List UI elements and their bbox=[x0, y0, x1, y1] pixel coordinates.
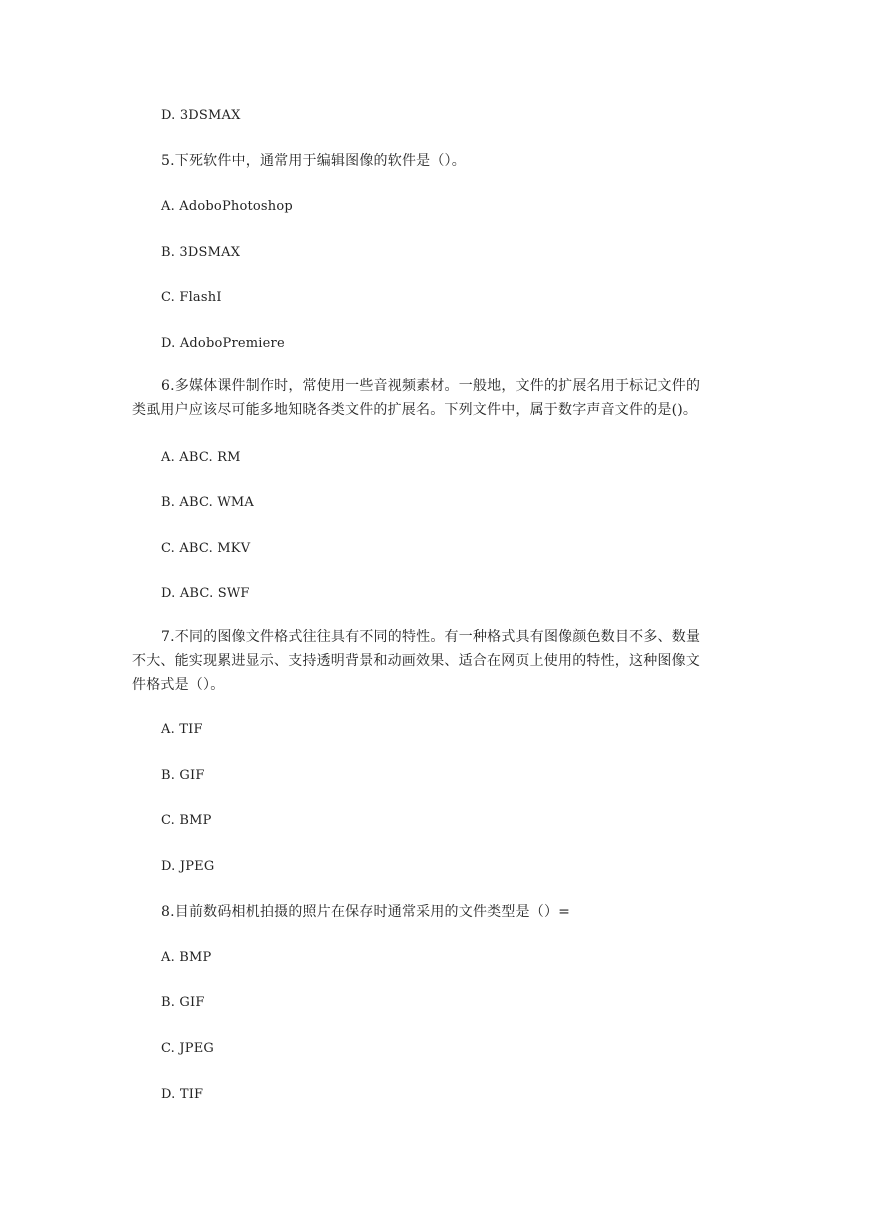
question-7-line-3: 件格式是（）。 bbox=[132, 677, 225, 693]
option-q8-d: D. TIF bbox=[161, 1087, 204, 1102]
option-q6-c: C. ABC. MKV bbox=[161, 541, 251, 556]
option-q5-a: A. AdoboPhotoshop bbox=[161, 199, 293, 214]
option-q5-c: C. FlashI bbox=[161, 290, 222, 305]
option-q8-c: C. JPEG bbox=[161, 1041, 214, 1056]
option-q6-b: B. ABC. WMA bbox=[161, 495, 255, 510]
option-q8-b: B. GIF bbox=[161, 995, 205, 1010]
option-q6-a: A. ABC. RM bbox=[161, 450, 241, 465]
option-q7-c: C. BMP bbox=[161, 813, 212, 828]
option-q5-b: B. 3DSMAX bbox=[161, 245, 241, 260]
option-q6-d: D. ABC. SWF bbox=[161, 586, 250, 601]
question-6-line-1: 6.多媒体课件制作时，常使用一些音视频素材。一般地，文件的扩展名用于标记文件的 bbox=[161, 378, 701, 394]
option-q8-a: A. BMP bbox=[161, 950, 212, 965]
question-8: 8.目前数码相机拍摄的照片在保存时通常采用的文件类型是（）= bbox=[161, 904, 571, 920]
option-q4-d: D. 3DSMAX bbox=[161, 108, 241, 123]
question-6-line-2: 类虱用户应该尽可能多地知晓各类文件的扩展名。下列文件中，属于数字声音文件的是()。 bbox=[132, 402, 698, 418]
question-5: 5.下死软件中，通常用于编辑图像的软件是（）。 bbox=[161, 153, 466, 169]
option-q7-b: B. GIF bbox=[161, 768, 205, 783]
option-q7-d: D. JPEG bbox=[161, 859, 215, 874]
option-q7-a: A. TIF bbox=[161, 722, 203, 737]
option-q5-d: D. AdoboPremiere bbox=[161, 336, 285, 351]
question-7-line-1: 7.不同的图像文件格式往往具有不同的特性。有一种格式具有图像颜色数目不多、数量 bbox=[161, 629, 701, 645]
question-7-line-2: 不大、能实现累进显示、支持透明背景和动画效果、适合在网页上使用的特性，这种图像文 bbox=[132, 653, 700, 669]
